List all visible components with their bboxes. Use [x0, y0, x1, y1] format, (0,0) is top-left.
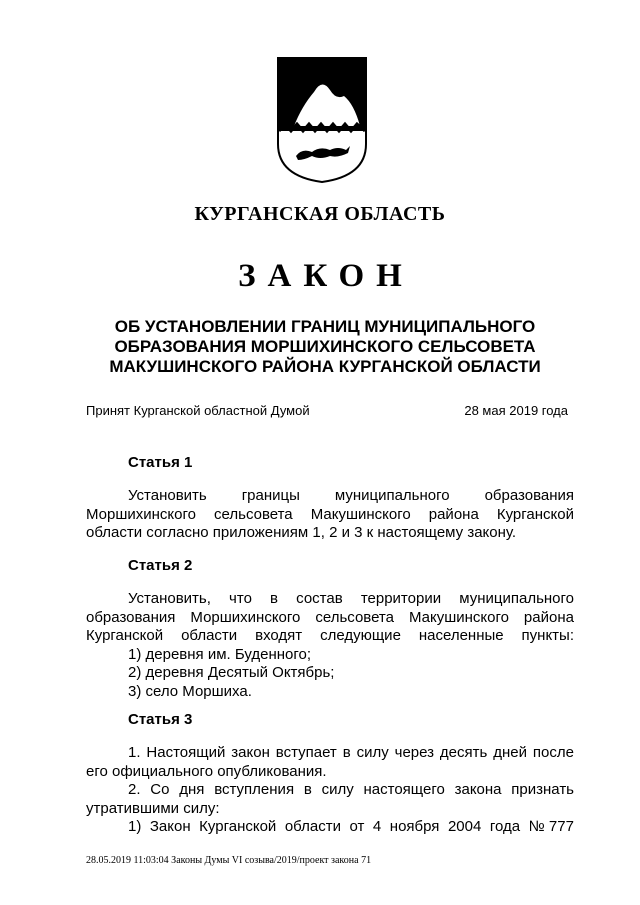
- text-line: области согласно приложениям 1, 2 и 3 к настоящему закону.: [86, 524, 517, 541]
- text-line: его официального опубликования.: [86, 762, 327, 780]
- article-body: [86, 590, 574, 701]
- word: Закон: [149, 818, 191, 835]
- word: № 777: [528, 818, 574, 835]
- word: территории: [360, 590, 442, 607]
- article-heading: Статья 3: [128, 711, 193, 728]
- word: Курганской: [496, 505, 574, 523]
- word: в: [270, 590, 279, 607]
- word: в: [342, 744, 351, 761]
- law-title-line: МАКУШИНСКОГО РАЙОНА КУРГАНСКОЙ ОБЛАСТИ: [109, 357, 541, 376]
- justified-line: [86, 744, 574, 763]
- justified-line: [86, 506, 574, 525]
- word: сельсовета: [315, 608, 394, 626]
- word: десять: [439, 744, 488, 761]
- region-heading: КУРГАНСКАЯ ОБЛАСТЬ: [194, 203, 446, 225]
- justified-line: [86, 487, 574, 506]
- coat-of-arms-emblem: [276, 56, 368, 184]
- word: Курганской: [199, 818, 277, 835]
- word: вступает: [275, 744, 337, 761]
- article-body: [86, 487, 574, 543]
- word: Настоящий: [146, 744, 226, 761]
- word: года: [489, 818, 521, 835]
- word: что: [229, 590, 252, 607]
- word: муниципального: [459, 590, 574, 607]
- justified-line: [86, 781, 574, 800]
- word: Моршихинского: [190, 608, 301, 626]
- word: области: [181, 627, 238, 644]
- word: после: [532, 744, 574, 761]
- word: населенные: [418, 627, 504, 644]
- word: ноября: [389, 818, 440, 835]
- word: сельсовета: [214, 505, 293, 523]
- document-type-heading: ЗАКОН: [238, 258, 414, 294]
- word: Курганской: [86, 627, 164, 644]
- word: района: [523, 608, 574, 626]
- justified-line: [86, 590, 574, 609]
- word: образования: [86, 608, 176, 626]
- word: Установить: [128, 487, 207, 504]
- word: Установить,: [128, 590, 211, 607]
- word: входят: [255, 627, 303, 644]
- word: силу: [321, 781, 354, 798]
- list-item: 3) село Моршиха.: [128, 682, 252, 700]
- word: дней: [493, 744, 527, 761]
- list-item: 1) деревня им. Буденного;: [128, 645, 312, 663]
- word: закона: [454, 781, 502, 798]
- word: в: [303, 781, 312, 798]
- word: 1): [128, 818, 142, 835]
- word: области: [284, 818, 341, 835]
- law-title-line: ОБ УСТАНОВЛЕНИИ ГРАНИЦ МУНИЦИПАЛЬНОГО: [114, 317, 536, 336]
- word: 1.: [128, 744, 141, 761]
- word: пункты:: [521, 627, 574, 644]
- word: силу: [356, 744, 389, 761]
- word: 2.: [128, 781, 141, 798]
- justified-line: [86, 818, 574, 837]
- word: Моршихинского: [86, 505, 196, 523]
- word: образования: [484, 487, 574, 504]
- justified-line: [86, 627, 574, 646]
- word: через: [394, 744, 435, 761]
- article-heading: Статья 2: [128, 557, 193, 574]
- word: Макушинского: [310, 505, 411, 523]
- word: Макушинского: [408, 608, 509, 626]
- word: закон: [231, 744, 270, 761]
- word: 4: [372, 818, 382, 835]
- word: границы: [241, 487, 300, 504]
- word: признать: [511, 781, 574, 798]
- word: дня: [179, 781, 205, 798]
- law-title-line: ОБРАЗОВАНИЯ МОРШИХИНСКОГО СЕЛЬСОВЕТА: [114, 337, 536, 356]
- text-line: утратившими силу:: [86, 799, 220, 817]
- footer-stamp: 28.05.2019 11:03:04 Законы Думы VI созыва/2019/проект закона 71: [86, 855, 372, 866]
- word: района: [428, 505, 479, 523]
- word: следующие: [320, 627, 401, 644]
- word: вступления: [214, 781, 295, 798]
- article-body: [86, 744, 574, 837]
- justified-line: [86, 609, 574, 628]
- adopted-by: Принят Курганской областной Думой: [86, 403, 310, 418]
- word: муниципального: [334, 487, 450, 504]
- article-heading: Статья 1: [128, 454, 193, 471]
- word: 2004: [447, 818, 482, 835]
- adopted-date: 28 мая 2019 года: [464, 403, 568, 418]
- word: от: [349, 818, 365, 835]
- list-item: 2) деревня Десятый Октябрь;: [128, 664, 335, 681]
- word: настоящего: [363, 781, 445, 798]
- word: Со: [150, 781, 170, 798]
- law-title: [90, 317, 560, 377]
- word: состав: [296, 590, 343, 607]
